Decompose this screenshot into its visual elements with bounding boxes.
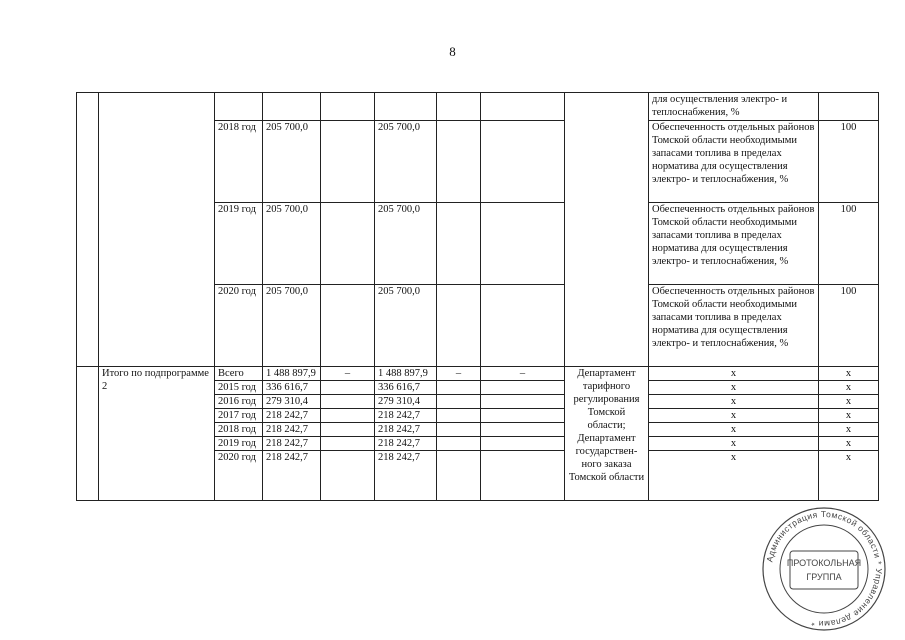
federal-budget-cell (321, 409, 375, 423)
federal-budget-cell (321, 93, 375, 121)
indicator-value-cell: 100 (819, 121, 879, 203)
indicator-value-cell: х (819, 367, 879, 381)
local-budget-cell (437, 285, 481, 367)
federal-budget-cell (321, 203, 375, 285)
year-cell: 2015 год (215, 381, 263, 395)
extra-budget-cell (481, 395, 565, 409)
svg-text:Администрация Томской области: Администрация Томской области * Управление делами * (764, 508, 885, 630)
local-budget-cell (437, 451, 481, 501)
local-budget-cell (437, 381, 481, 395)
indicator-value-cell (819, 93, 879, 121)
responsible-cell: Департамент тарифного регулирования Томской области; Департамент государствен-ного заказа Томской области (565, 367, 649, 501)
year-cell: 2020 год (215, 285, 263, 367)
extra-budget-cell (481, 451, 565, 501)
page-number: 8 (449, 44, 456, 59)
regional-budget-cell: 218 242,7 (375, 423, 437, 437)
total-cell: 1 488 897,9 (263, 367, 321, 381)
extra-budget-cell (481, 121, 565, 203)
indicator-cell: для осуществления электро- и теплоснабжения, % (649, 93, 819, 121)
extra-budget-cell (481, 437, 565, 451)
federal-budget-cell (321, 395, 375, 409)
indicator-value-cell: х (819, 381, 879, 395)
extra-budget-cell (481, 285, 565, 367)
protocol-group-stamp (760, 505, 888, 633)
federal-budget-cell (321, 381, 375, 395)
indicator-cell: Обеспеченность отдельных районов Томской области необходимыми запасами топлива в пределах норматива для осуществления электро- и теплоснабжения, % (649, 203, 819, 285)
regional-budget-cell: 205 700,0 (375, 121, 437, 203)
total-cell (263, 93, 321, 121)
regional-budget-cell: 1 488 897,9 (375, 367, 437, 381)
row-number-cell (77, 93, 99, 367)
total-cell: 279 310,4 (263, 395, 321, 409)
indicator-cell: х (649, 381, 819, 395)
local-budget-cell (437, 121, 481, 203)
indicator-value-cell: х (819, 437, 879, 451)
regional-budget-cell: 218 242,7 (375, 409, 437, 423)
table-row (77, 93, 879, 121)
indicator-cell: Обеспеченность отдельных районов Томской области необходимыми запасами топлива в пределах норматива для осуществления электро- и теплоснабжения, % (649, 285, 819, 367)
year-cell (215, 93, 263, 121)
indicator-cell: х (649, 367, 819, 381)
regional-budget-cell: 218 242,7 (375, 437, 437, 451)
svg-text:ПРОТОКОЛЬНАЯ: ПРОТОКОЛЬНАЯ (786, 558, 862, 568)
extra-budget-cell (481, 409, 565, 423)
regional-budget-cell: 205 700,0 (375, 285, 437, 367)
indicator-cell: х (649, 451, 819, 501)
year-cell: Всего (215, 367, 263, 381)
extra-budget-cell (481, 381, 565, 395)
itogo-label-cell: Итого по подпрограмме 2 (99, 367, 215, 501)
local-budget-cell: – (437, 367, 481, 381)
budget-table (76, 92, 879, 501)
local-budget-cell (437, 437, 481, 451)
total-cell: 218 242,7 (263, 409, 321, 423)
responsible-cell (565, 93, 649, 367)
svg-text:ГРУППА: ГРУППА (806, 572, 842, 582)
indicator-cell: х (649, 409, 819, 423)
extra-budget-cell (481, 93, 565, 121)
indicator-value-cell: х (819, 409, 879, 423)
indicator-value-cell: х (819, 395, 879, 409)
indicator-cell: х (649, 395, 819, 409)
local-budget-cell (437, 423, 481, 437)
year-cell: 2018 год (215, 423, 263, 437)
total-cell: 336 616,7 (263, 381, 321, 395)
total-cell: 218 242,7 (263, 451, 321, 501)
regional-budget-cell: 218 242,7 (375, 451, 437, 501)
federal-budget-cell (321, 121, 375, 203)
federal-budget-cell (321, 285, 375, 367)
local-budget-cell (437, 203, 481, 285)
indicator-value-cell: 100 (819, 285, 879, 367)
regional-budget-cell (375, 93, 437, 121)
year-cell: 2019 год (215, 203, 263, 285)
extra-budget-cell: – (481, 367, 565, 381)
indicator-cell: х (649, 423, 819, 437)
indicator-cell: х (649, 437, 819, 451)
indicator-value-cell: х (819, 423, 879, 437)
regional-budget-cell: 336 616,7 (375, 381, 437, 395)
year-cell: 2019 год (215, 437, 263, 451)
row-number-cell (77, 367, 99, 501)
regional-budget-cell: 205 700,0 (375, 203, 437, 285)
regional-budget-cell: 279 310,4 (375, 395, 437, 409)
extra-budget-cell (481, 423, 565, 437)
federal-budget-cell: – (321, 367, 375, 381)
local-budget-cell (437, 395, 481, 409)
extra-budget-cell (481, 203, 565, 285)
total-cell: 218 242,7 (263, 423, 321, 437)
year-cell: 2017 год (215, 409, 263, 423)
year-cell: 2016 год (215, 395, 263, 409)
total-cell: 205 700,0 (263, 285, 321, 367)
local-budget-cell (437, 93, 481, 121)
table-row (77, 367, 879, 381)
total-cell: 218 242,7 (263, 437, 321, 451)
measure-name-cell (99, 93, 215, 367)
total-cell: 205 700,0 (263, 203, 321, 285)
federal-budget-cell (321, 437, 375, 451)
year-cell: 2020 год (215, 451, 263, 501)
indicator-cell: Обеспеченность отдельных районов Томской области необходимыми запасами топлива в пределах норматива для осуществления электро- и теплоснабжения, % (649, 121, 819, 203)
local-budget-cell (437, 409, 481, 423)
indicator-value-cell: х (819, 451, 879, 501)
federal-budget-cell (321, 423, 375, 437)
federal-budget-cell (321, 451, 375, 501)
indicator-value-cell: 100 (819, 203, 879, 285)
year-cell: 2018 год (215, 121, 263, 203)
total-cell: 205 700,0 (263, 121, 321, 203)
